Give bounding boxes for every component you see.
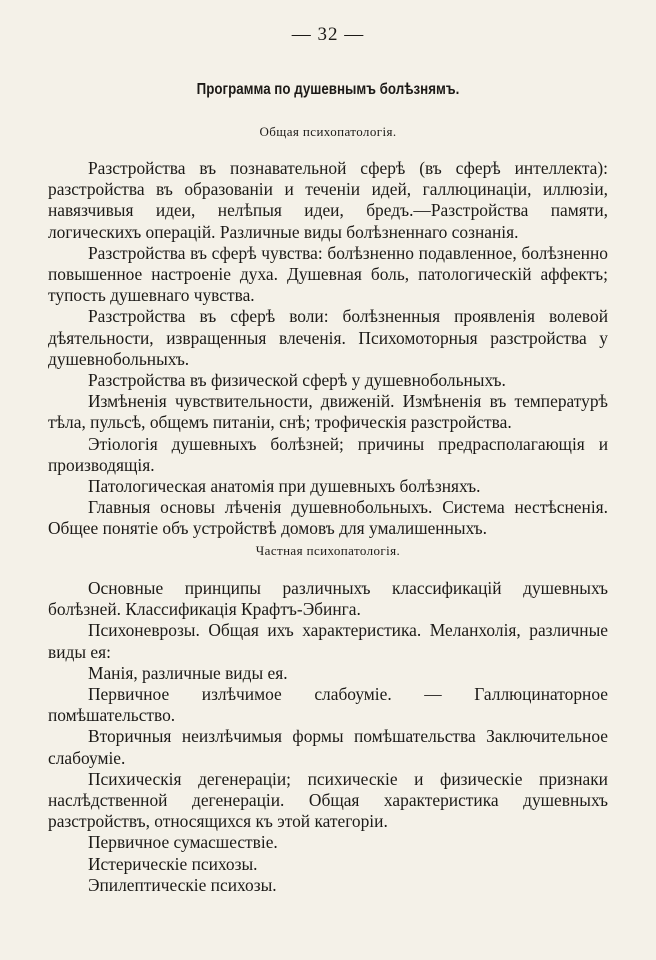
section-general-body — [48, 158, 608, 540]
paragraph: Психическія дегенераціи; психическіе и физическіе признаки наслѣдственной дегенераціи. Общая характеристика душевныхъ разстройствъ, относящихся къ этой категоріи. — [48, 768, 608, 832]
paragraph: Эпилептическіе психозы. — [88, 874, 277, 895]
paragraph: Разстройства въ физической сферѣ у душевнобольныхъ. — [88, 370, 506, 391]
section-heading-general: Общая психопатологія. — [259, 124, 397, 139]
paragraph: Главныя основы лѣченія душевнобольныхъ. Система нестѣсненія. Общее понятіе объ устройствѣ домовъ для умалишенныхъ. — [48, 497, 608, 539]
section-special-body — [48, 578, 608, 896]
section-heading-special: Частная психопатологія. — [255, 543, 401, 558]
paragraph: Разстройства въ сферѣ воли: болѣзненныя проявленія волевой дѣятельности, извращенныя влеченія. Психомоторныя разстройства у душевнобольныхъ. — [48, 306, 608, 369]
document-title: Программа по душевнымъ болѣзнямъ. — [196, 81, 460, 98]
paragraph: Первичное излѣчимое слабоуміе. — Галлюцинаторное помѣшательство. — [48, 684, 608, 726]
paragraph: Этіологія душевныхъ болѣзней; причины предрасполагающія и производящія. — [48, 433, 608, 475]
paragraph: Разстройства въ сферѣ чувства: болѣзненно подавленное, болѣзненно повышенное настроеніе духа. Душевная боль, патологическій аффектъ; тупость душевнаго чувства. — [48, 242, 608, 306]
paragraph: Патологическая анатомія при душевныхъ болѣзняхъ. — [88, 476, 481, 497]
paragraph: Вторичныя неизлѣчимыя формы помѣшательства Заключительное слабоуміе. — [48, 726, 608, 768]
paragraph: Измѣненія чувствительности, движеній. Измѣненія въ температурѣ тѣла, пульсѣ, общемъ питаніи, снѣ; трофическія разстройства. — [48, 391, 608, 433]
paragraph: Разстройства въ познавательной сферѣ (въ сферѣ интеллекта): разстройства въ образованіи и теченіи идей, галлюцинаціи, иллюзіи, навязчивыя идеи, нелѣпыя идеи, бредъ.—Разстройства памяти, логическихъ операцій. Различные виды болѣзненнаго сознанія. — [48, 158, 608, 242]
paragraph: Психоневрозы. Общая ихъ характеристика. Меланхолія, различные виды ея: — [48, 620, 608, 662]
page-number: — 32 — — [291, 24, 365, 45]
paragraph: Основные принципы различныхъ классификацій душевныхъ болѣзней. Классификація Крафтъ-Эбинга. — [48, 578, 608, 620]
paragraph: Истерическіе психозы. — [88, 853, 258, 874]
paragraph: Манія, различные виды ея. — [88, 662, 288, 683]
paragraph: Первичное сумасшествіе. — [88, 832, 278, 853]
